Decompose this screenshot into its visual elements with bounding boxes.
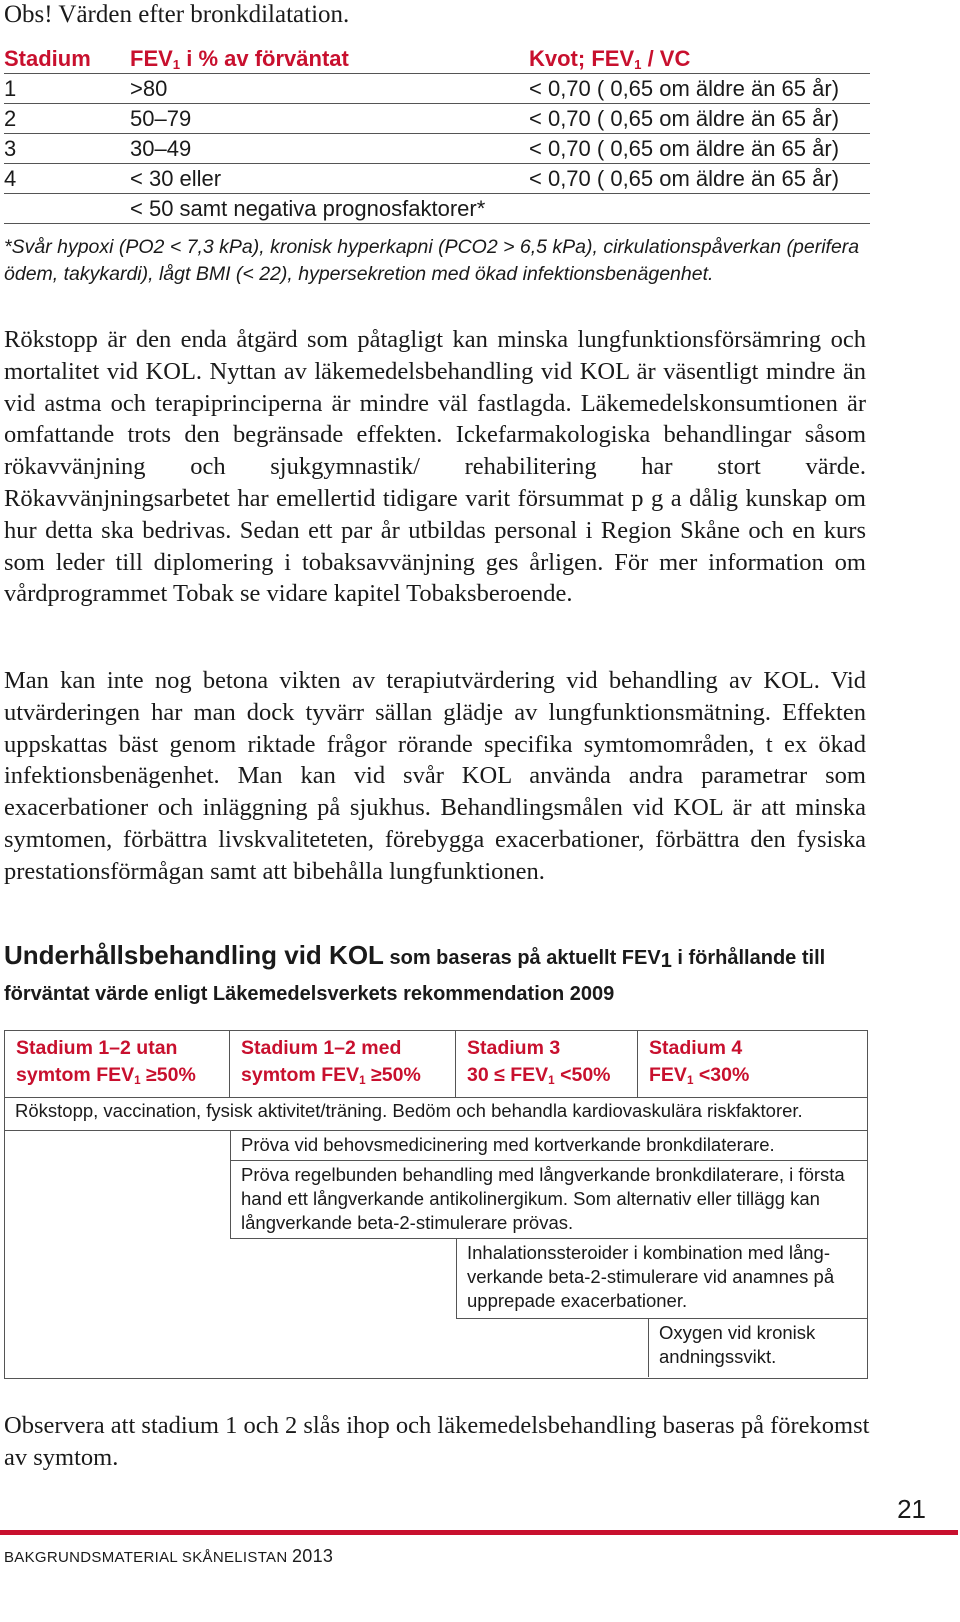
grid-header-stage-1-2-with [230, 1031, 456, 1097]
cell-kvot: < 0,70 ( 0,65 om äldre än 65 år) [529, 166, 840, 191]
table-footnote: *Svår hypoxi (PO2 < 7,3 kPa), kronisk hyperkapni (PCO2 > 6,5 kPa), cirkulationspåverkan (perifera ödem, takykardi), lågt BMI (< 22), hypersekretion med ökad infektionsbenägenhet. [4, 236, 860, 285]
table-row [4, 74, 870, 104]
cell-kvot: < 0,70 ( 0,65 om äldre än 65 år) [529, 136, 840, 161]
footer-rule [0, 1530, 958, 1535]
grid-header-sub: 1 [134, 1074, 141, 1087]
footer-year: 2013 [291, 1546, 334, 1566]
cell-stadium: 3 [4, 136, 17, 161]
grid-row-short-acting: Pröva vid behovsmedicinering med kortverkande bronkdilaterare. [230, 1131, 867, 1161]
grid-header-line2 [241, 1062, 455, 1089]
grid-header-line2-post: <50% [554, 1064, 611, 1086]
table-row [4, 194, 870, 224]
header-fev-pre: FEV [130, 46, 173, 71]
cell-stadium: 4 [4, 166, 17, 191]
cell-kvot: < 0,70 ( 0,65 om äldre än 65 år) [529, 76, 840, 101]
grid-header-line2 [16, 1062, 229, 1089]
body-paragraph: Man kan inte nog betona vikten av terapiutvärdering vid behandling av KOL. Vid utvärderingen har man dock tyvärr sällan glädje av lungfunktionsmätning. Effekten uppskattas bäst genom riktade frågor rörande specifika symtomområden, t ex ökad infektionsbenägenhet. Man kan vid svår KOL använda andra parametrar som exacerbationer och inläggning på sjukhus. Behandlingsmålen vid KOL är att minska symtomen, förbättra livskvaliteteten, förebygga exacerbationer, förbättra den fysiska prestationsförmågan samt att bibehålla lungfunktionen. [4, 667, 866, 885]
grid-row-long-acting: Pröva regelbunden behandling med långverkande bronkdilaterare, i första hand ett långverkande antikolinergikum. Som alternativ eller tillägg kan långverkande beta-2-stimulerare prövas. [230, 1161, 867, 1239]
grid-header-sub: 1 [359, 1074, 366, 1087]
grid-header-line2-pre: 30 ≤ FEV [467, 1064, 549, 1086]
grid-row-all-stages: Rökstopp, vaccination, fysisk aktivitet/träning. Bedöm och behandla kardiovaskulära riskfaktorer. [5, 1097, 867, 1131]
table-row [4, 164, 870, 194]
header-fev-sub: 1 [172, 57, 181, 72]
grid-header-sub: 1 [548, 1074, 555, 1087]
table-row [4, 104, 870, 134]
grid-header-stage-1-2-without [5, 1031, 230, 1097]
grid-header-line2-post: ≥50% [365, 1064, 421, 1086]
section-title [4, 938, 870, 1013]
footer-publication: BAKGRUNDSMATERIAL SKÅNELISTAN [4, 1549, 288, 1566]
closing-paragraph: Observera att stadium 1 och 2 slås ihop och läkemedelsbehandling baseras på förekomst av symtom. [4, 1412, 870, 1471]
header-fev [130, 46, 349, 72]
cell-kvot: < 0,70 ( 0,65 om äldre än 65 år) [529, 106, 840, 131]
section-title-main: Underhållsbehandling vid KOL [4, 940, 384, 970]
grid-header-line2-pre: symtom FEV [241, 1064, 360, 1086]
stage-table [4, 44, 870, 224]
grid-header-line1: Stadium 1–2 utan [16, 1037, 178, 1059]
cell-fev: < 50 samt negativa prognosfaktorer* [130, 196, 486, 221]
stage-table-header [4, 44, 870, 74]
header-kvot-post: / VC [641, 46, 691, 71]
header-kvot [529, 46, 690, 72]
table-row [4, 134, 870, 164]
page-number: 21 [897, 1494, 926, 1524]
grid-row-oxygen: Oxygen vid kronisk andningssvikt. [648, 1319, 867, 1377]
grid-row-inhaled-steroids: Inhalationssteroider i kombination med långverkande beta-2-stimulerare vid anamnes på upprepade exacerbationer. [456, 1239, 867, 1319]
grid-header-line1: Stadium 3 [467, 1037, 561, 1059]
header-kvot-sub: 1 [634, 57, 642, 72]
grid-header-line1: Stadium 1–2 med [241, 1037, 402, 1059]
section-title-rest-post: i förhållande till förväntat värde enligt Läkemedelsverkets rekommendation 2009 [4, 947, 826, 1005]
section-title-sub: 1 [660, 950, 672, 972]
cell-fev: 50–79 [130, 106, 192, 131]
cell-fev: >80 [130, 76, 168, 101]
header-fev-post: i % av förväntat [180, 46, 349, 71]
cell-fev: < 30 eller [130, 166, 222, 191]
grid-header-line1: Stadium 4 [649, 1037, 743, 1059]
cell-stadium: 1 [4, 76, 17, 101]
grid-header-line2-pre: FEV [649, 1064, 687, 1086]
grid-header-line2-post: <30% [693, 1064, 750, 1086]
grid-header-line2-post: ≥50% [140, 1064, 196, 1086]
treatment-grid [4, 1030, 868, 1379]
header-stadium: Stadium [4, 46, 91, 71]
grid-header-sub: 1 [686, 1074, 694, 1087]
body-paragraph: Rökstopp är den enda åtgärd som påtagligt kan minska lungfunktionsförsämring och mortalitet vid KOL. Nyttan av läkemedelsbehandling vid KOL är väsentligt mindre än vid astma och terapiprinciperna är mindre väl fastlagda. Läkemedelskonsumtionen är omfattande trots den begränsade effekten. Ickefarmakologiska behandlingar såsom rökavvänjning och sjukgymnastik/ rehabilitering har stort värde. Rökavvänjningsarbetet har emellertid tidigare varit försummat p g a dålig kunskap om hur detta ska bedrivas. Sedan ett par år utbildas personal i Region Skåne och en kurs som leder till diplomering i tobaksavvänjning ges årligen. För mer information om vårdprogrammet Tobak se vidare kapitel Tobaksberoende. [4, 326, 866, 608]
grid-header-line2 [467, 1062, 637, 1089]
cell-stadium: 2 [4, 106, 17, 131]
grid-header-stage-4 [638, 1031, 867, 1097]
footer-text [4, 1546, 333, 1567]
grid-header-stage-3 [456, 1031, 638, 1097]
note-heading: Obs! Värden efter bronkdilatation. [4, 1, 350, 28]
grid-header-line2 [649, 1062, 867, 1089]
grid-header-line2-pre: symtom FEV [16, 1064, 135, 1086]
section-title-rest-pre: som baseras på aktuellt FEV [383, 947, 661, 969]
header-kvot-pre: Kvot; FEV [529, 46, 635, 71]
cell-fev: 30–49 [130, 136, 192, 161]
